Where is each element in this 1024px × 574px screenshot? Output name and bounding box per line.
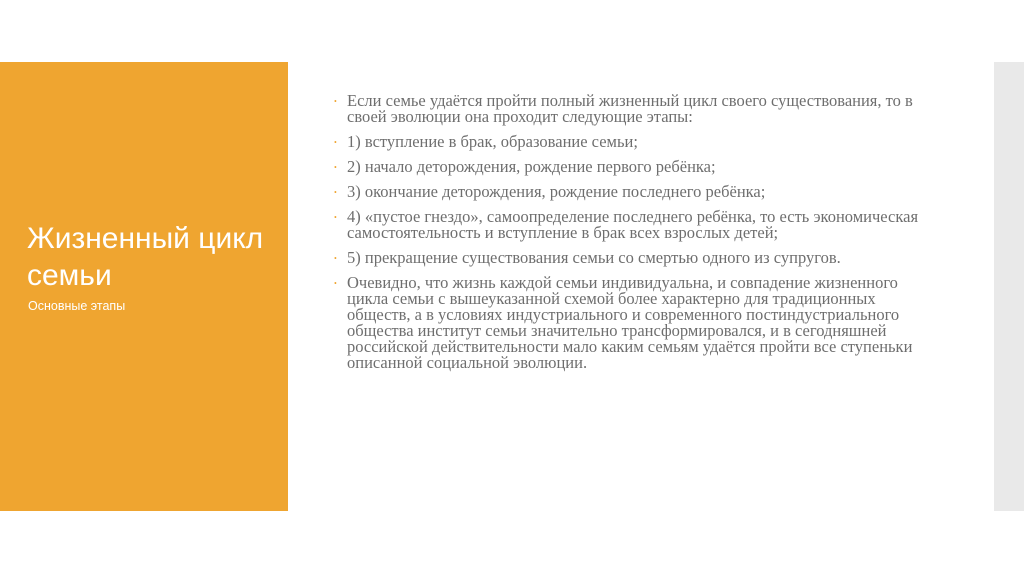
list-item: [330, 93, 930, 125]
list-item: [330, 159, 930, 175]
right-edge-strip: [994, 62, 1024, 511]
title-panel: [0, 62, 288, 511]
bullet-text: 3) окончание деторождения, рождение последнего ребёнка;: [347, 182, 766, 201]
bullet-icon: •: [334, 279, 337, 288]
list-item: [330, 184, 930, 200]
bullet-text: 4) «пустое гнездо», самоопределение последнего ребёнка, то есть экономическая самостоятельность и вступление в брак всех взрослых детей;: [347, 207, 919, 242]
bullet-icon: •: [334, 188, 337, 197]
bullet-text: Очевидно, что жизнь каждой семьи индивидуальна, и совпадение жизненного цикла семьи с вышеуказанной схемой более характерно для традиционных обществ, а в условиях индустриального и современного постиндустриального общества институт семьи значительно трансформировался, и в сегодняшней российской действительности мало каким семьям удаётся пройти все ступеньки описанной социальной эволюции.: [347, 273, 913, 372]
bullet-text: 2) начало деторождения, рождение первого ребёнка;: [347, 157, 716, 176]
bullet-text: 5) прекращение существования семьи со смертью одного из супругов.: [347, 248, 841, 267]
bullet-icon: •: [334, 97, 337, 106]
bullet-text: Если семье удаётся пройти полный жизненный цикл своего существования, то в своей эволюции она проходит следующие этапы:: [347, 91, 913, 126]
list-item: [330, 134, 930, 150]
bullet-icon: •: [334, 138, 337, 147]
slide-subtitle: Основные этапы: [28, 299, 126, 313]
list-item: [330, 275, 930, 371]
slide: [0, 62, 994, 511]
slide-title: Жизненный цикл семьи: [27, 222, 264, 292]
list-item: [330, 250, 930, 266]
bullet-text: 1) вступление в брак, образование семьи;: [347, 132, 638, 151]
bullet-icon: •: [334, 213, 337, 222]
list-item: [330, 209, 930, 241]
bullet-list: [330, 93, 930, 380]
bullet-icon: •: [334, 163, 337, 172]
bullet-icon: •: [334, 254, 337, 263]
